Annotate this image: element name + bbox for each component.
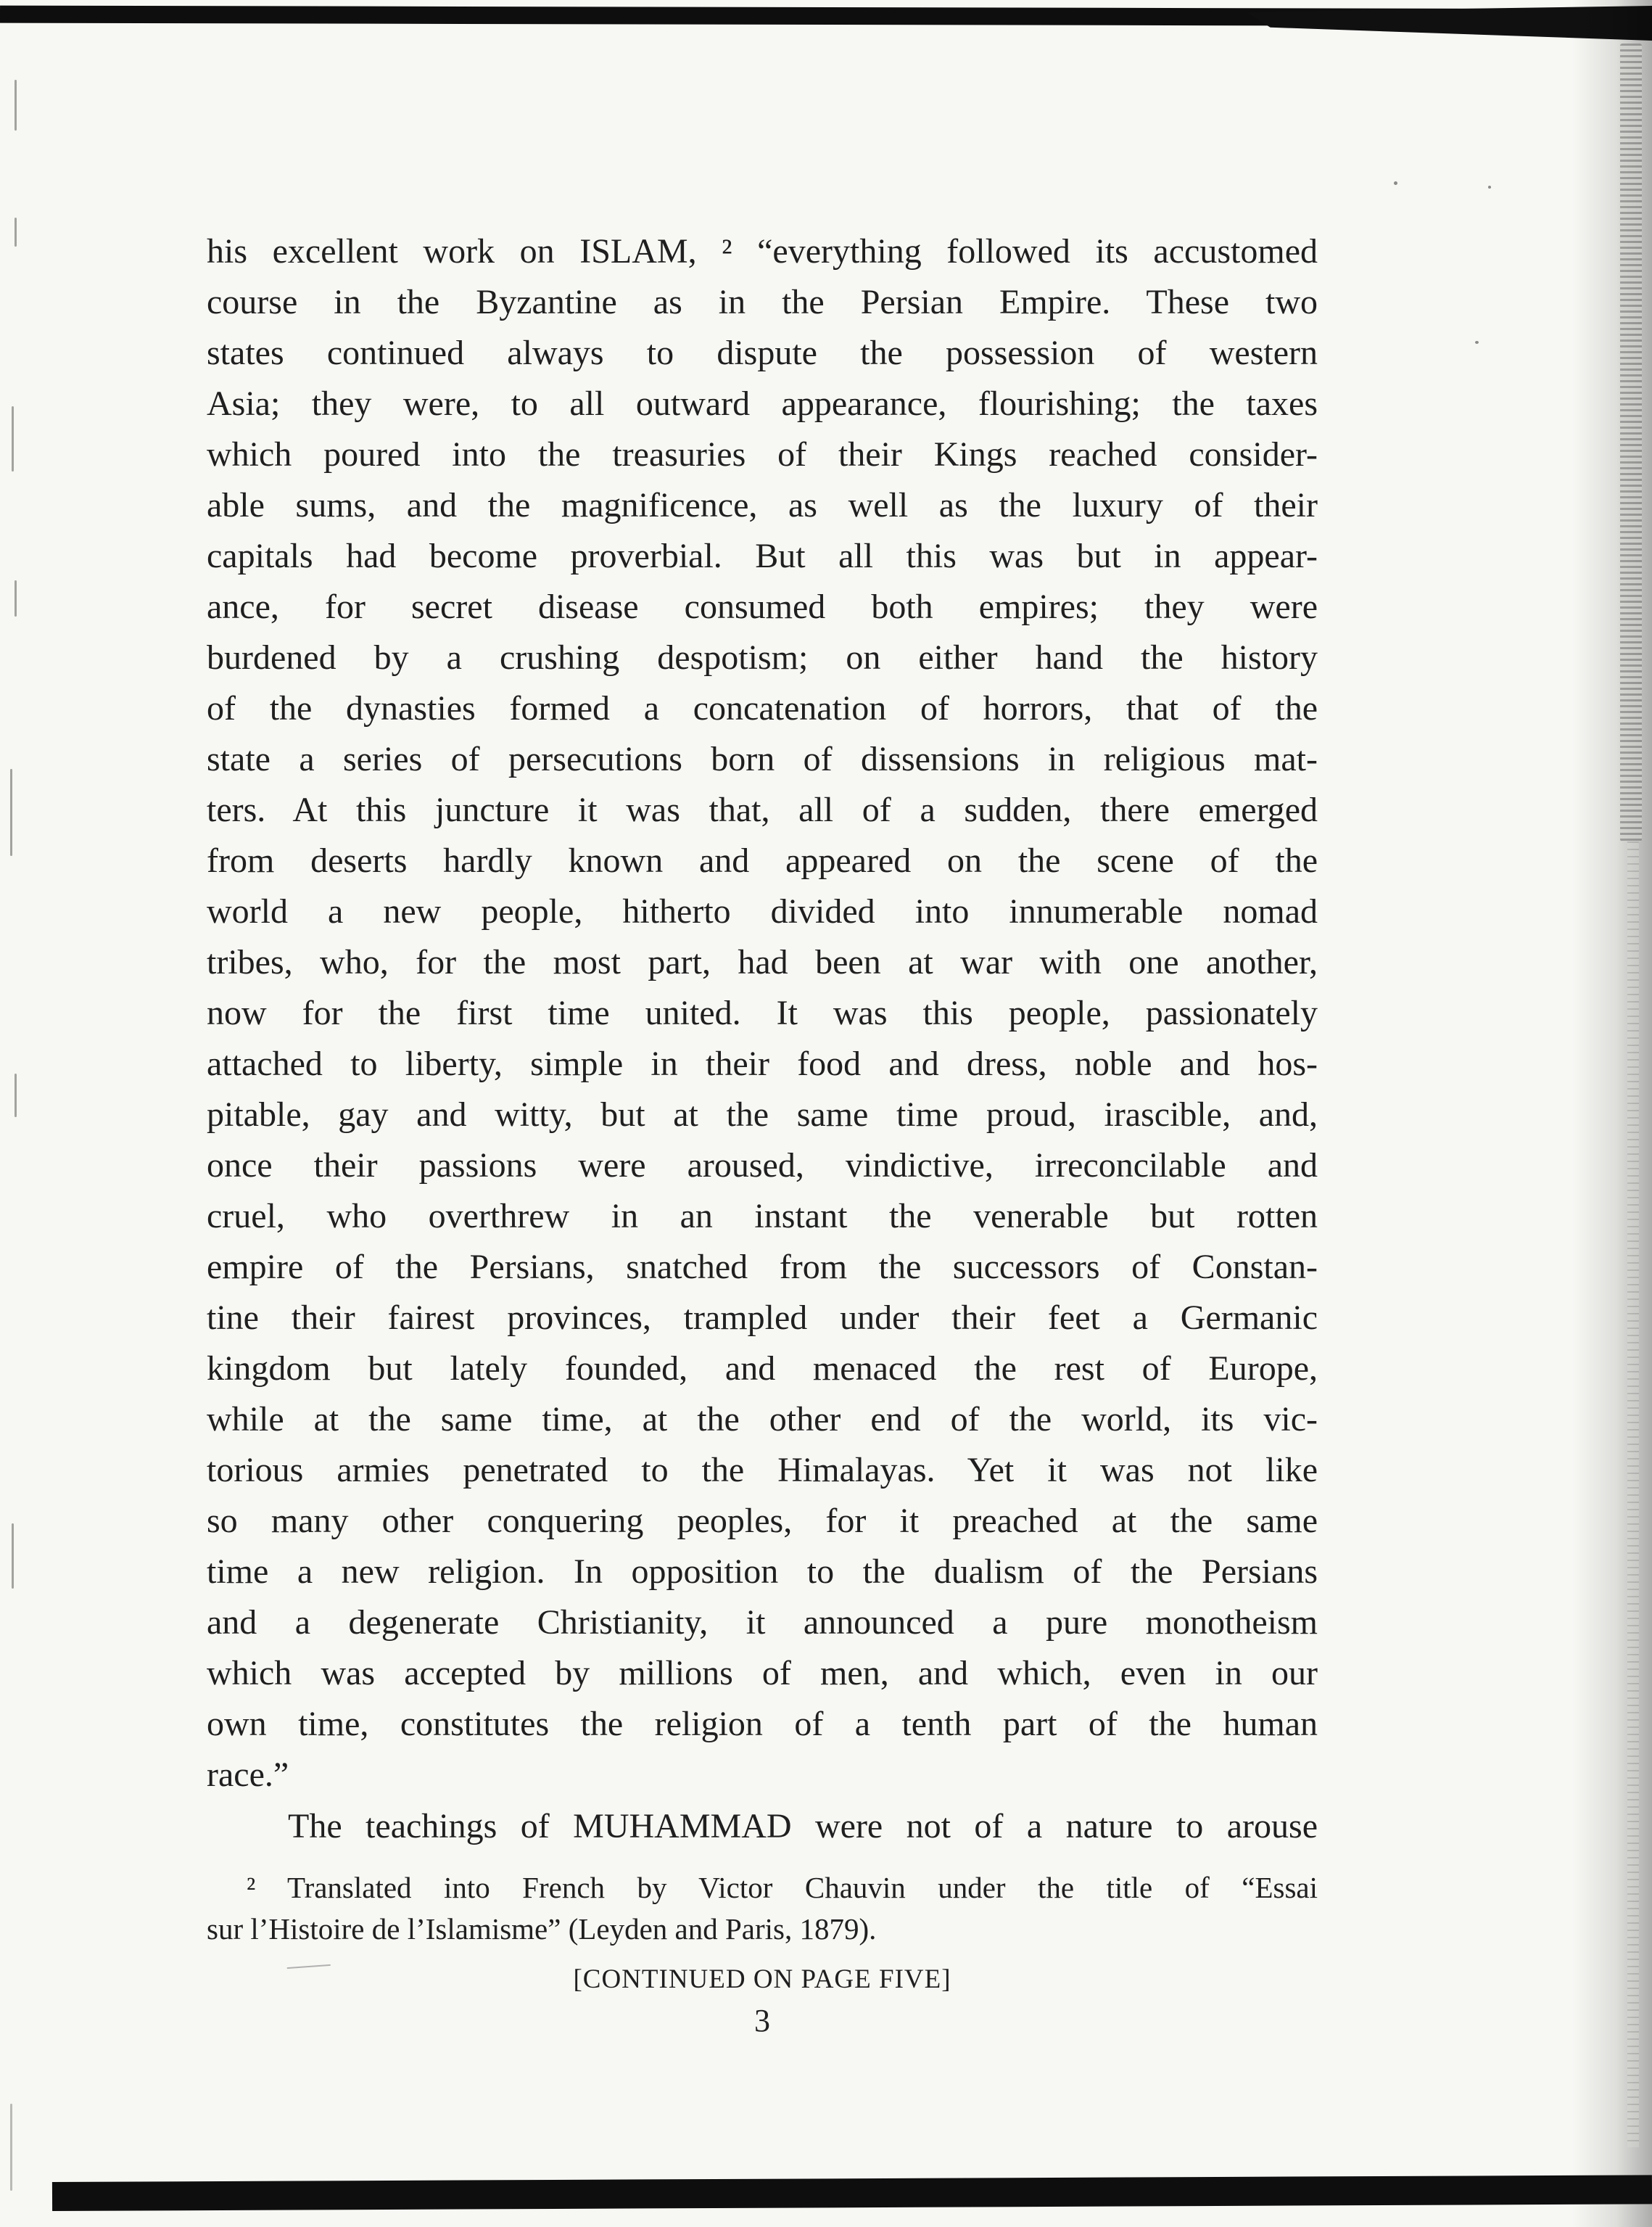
scan-edge-dash	[15, 580, 17, 617]
text-line: while at the same time, at the other end of the world, its vic-	[207, 1400, 1318, 1438]
scan-artifact-bottom-bar	[52, 2175, 1652, 2211]
text-line: states continued always to dispute the possession of western	[207, 334, 1318, 372]
text-line: once their passions were aroused, vindictive, irreconcilable and	[207, 1146, 1318, 1185]
scan-edge-dash	[15, 218, 17, 247]
continued-on-page-notice: [CONTINUED ON PAGE FIVE]	[573, 1964, 951, 1994]
text-line: tine their fairest provinces, trampled under their feet a Germanic	[207, 1298, 1318, 1337]
text-line: which was accepted by millions of men, and which, even in our	[207, 1654, 1318, 1692]
text-line: from deserts hardly known and appeared on the scene of the	[207, 841, 1318, 880]
page-text	[207, 226, 1318, 2041]
text-line: so many other conquering peoples, for it preached at the same	[207, 1502, 1318, 1540]
text-line: pitable, gay and witty, but at the same time proud, irascible, and,	[207, 1095, 1318, 1134]
text-line: course in the Byzantine as in the Persian Empire. These two	[207, 283, 1318, 321]
scan-edge-dash	[15, 1074, 17, 1117]
text-line: tribes, who, for the most part, had been at war with one another,	[207, 943, 1318, 981]
text-line: empire of the Persians, snatched from the successors of Constan-	[207, 1248, 1318, 1286]
scan-edge-dash	[10, 769, 12, 856]
text-line: and a degenerate Christianity, it announced a pure monotheism	[207, 1603, 1318, 1642]
body-paragraph	[207, 226, 1318, 1800]
paragraph-two-first-line: The teachings of MUHAMMAD were not of a nature to arouse	[288, 1807, 1318, 1845]
text-line: which poured into the treasuries of their Kings reached consider-	[207, 435, 1318, 474]
text-line: race.”	[207, 1755, 289, 1794]
text-line: ance, for secret disease consumed both empires; they were	[207, 588, 1318, 626]
text-line: cruel, who overthrew in an instant the venerable but rotten	[207, 1197, 1318, 1235]
text-line: attached to liberty, simple in their food and dress, noble and hos-	[207, 1045, 1318, 1083]
text-line: Asia; they were, to all outward appearance, flourishing; the taxes	[207, 384, 1318, 423]
scan-speck	[1488, 186, 1491, 189]
scan-edge-dash	[15, 80, 17, 131]
scan-edge-dash	[12, 406, 14, 472]
text-line: burdened by a crushing despotism; on either hand the history	[207, 638, 1318, 677]
scan-page-edge-streaks-lower	[1627, 841, 1639, 2147]
text-line: torious armies penetrated to the Himalayas. Yet it was not like	[207, 1451, 1318, 1489]
scan-speck	[1475, 341, 1479, 344]
text-line: of the dynasties formed a concatenation of horrors, that of the	[207, 689, 1318, 728]
text-line: now for the first time united. It was this people, passionately	[207, 994, 1318, 1032]
text-line: his excellent work on ISLAM, ² “everything followed its accustomed	[207, 232, 1318, 271]
text-line: time a new religion. In opposition to the dualism of the Persians	[207, 1552, 1318, 1591]
text-line: ² Translated into French by Victor Chauvin under the title of “Essai	[247, 1871, 1318, 1904]
text-line: world a new people, hitherto divided into innumerable nomad	[207, 892, 1318, 931]
page-number: 3	[754, 2003, 770, 2038]
scan-page-edge-streaks	[1620, 44, 1642, 841]
text-line: able sums, and the magnificence, as well as the luxury of their	[207, 486, 1318, 524]
scan-edge-dash	[10, 2104, 12, 2191]
text-line: own time, constitutes the religion of a tenth part of the human	[207, 1705, 1318, 1743]
text-line: kingdom but lately founded, and menaced the rest of Europe,	[207, 1349, 1318, 1388]
text-line: ters. At this juncture it was that, all of a sudden, there emerged	[207, 791, 1318, 829]
text-line: capitals had become proverbial. But all this was but in appear-	[207, 537, 1318, 575]
footnote	[207, 1867, 1318, 1950]
text-line: state a series of persecutions born of dissensions in religious mat-	[207, 740, 1318, 778]
scan-edge-dash	[12, 1523, 14, 1589]
text-line: sur l’Histoire de l’Islamisme” (Leyden and Paris, 1879).	[207, 1912, 877, 1946]
scan-speck	[1394, 181, 1397, 185]
